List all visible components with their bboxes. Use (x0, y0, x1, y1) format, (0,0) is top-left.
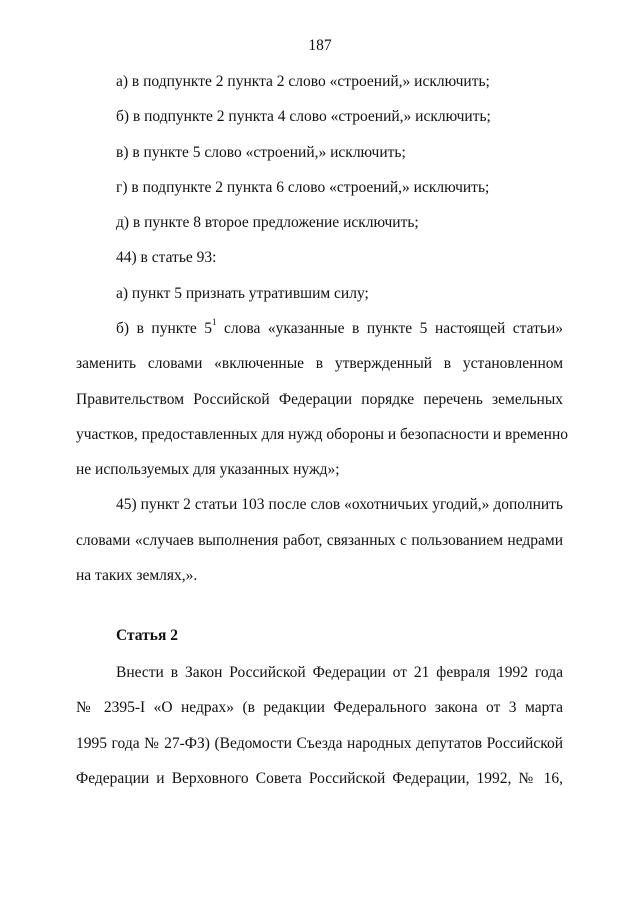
paragraph-b-2-line-5: не используемых для указанных нужд»; (76, 461, 340, 478)
article-2-line-1: Внести в Закон Российской Федерации от 21 февраля 1992 года (116, 664, 563, 681)
superscript: 1 (212, 316, 217, 327)
item-45-line-2: словами «случаев выполнения работ, связанных с пользованием недрами (76, 532, 563, 549)
page-number: 187 (308, 37, 332, 54)
paragraph-a-2: а) пункт 5 признать утратившим силу; (116, 285, 369, 302)
paragraph-b-1: б) в подпункте 2 пункта 4 слово «строений,» исключить; (116, 108, 491, 125)
paragraph-v-1: в) в пункте 5 слово «строений,» исключить; (116, 144, 406, 161)
paragraph-a-1: а) в подпункте 2 пункта 2 слово «строений,» исключить; (116, 73, 490, 90)
item-45-line-1: 45) пункт 2 статьи 103 после слов «охотничьих угодий,» дополнить (116, 496, 563, 513)
paragraph-d-1: д) в пункте 8 второе предложение исключить; (116, 214, 419, 231)
article-2-line-3: 1995 года № 27-ФЗ) (Ведомости Съезда народных депутатов Российской (76, 735, 563, 752)
article-heading: Статья 2 (116, 627, 178, 644)
article-2-line-4: Федерации и Верховного Совета Российской Федерации, 1992, № 16, (76, 770, 563, 787)
paragraph-b-2-text-2: слова «указанные в пункте 5 настоящей статьи» (216, 320, 564, 337)
item-45-line-3: на таких землях,». (76, 567, 198, 584)
paragraph-b-2-line-2: заменить словами «включенные в утвержденный в установленном (76, 355, 563, 372)
paragraph-b-2-line-1 (116, 316, 564, 339)
article-2-line-2: № 2395-I «О недрах» (в редакции Федерального закона от 3 марта (76, 699, 563, 716)
item-44: 44) в статье 93: (116, 249, 217, 266)
paragraph-g-1: г) в подпункте 2 пункта 6 слово «строений,» исключить; (116, 179, 490, 196)
paragraph-b-2-line-3: Правительством Российской Федерации порядке перечень земельных (76, 391, 563, 408)
paragraph-b-2-text-1: б) в пункте 5 (116, 320, 213, 337)
paragraph-b-2-line-4: участков, предоставленных для нужд обороны и безопасности и временно (76, 426, 569, 443)
